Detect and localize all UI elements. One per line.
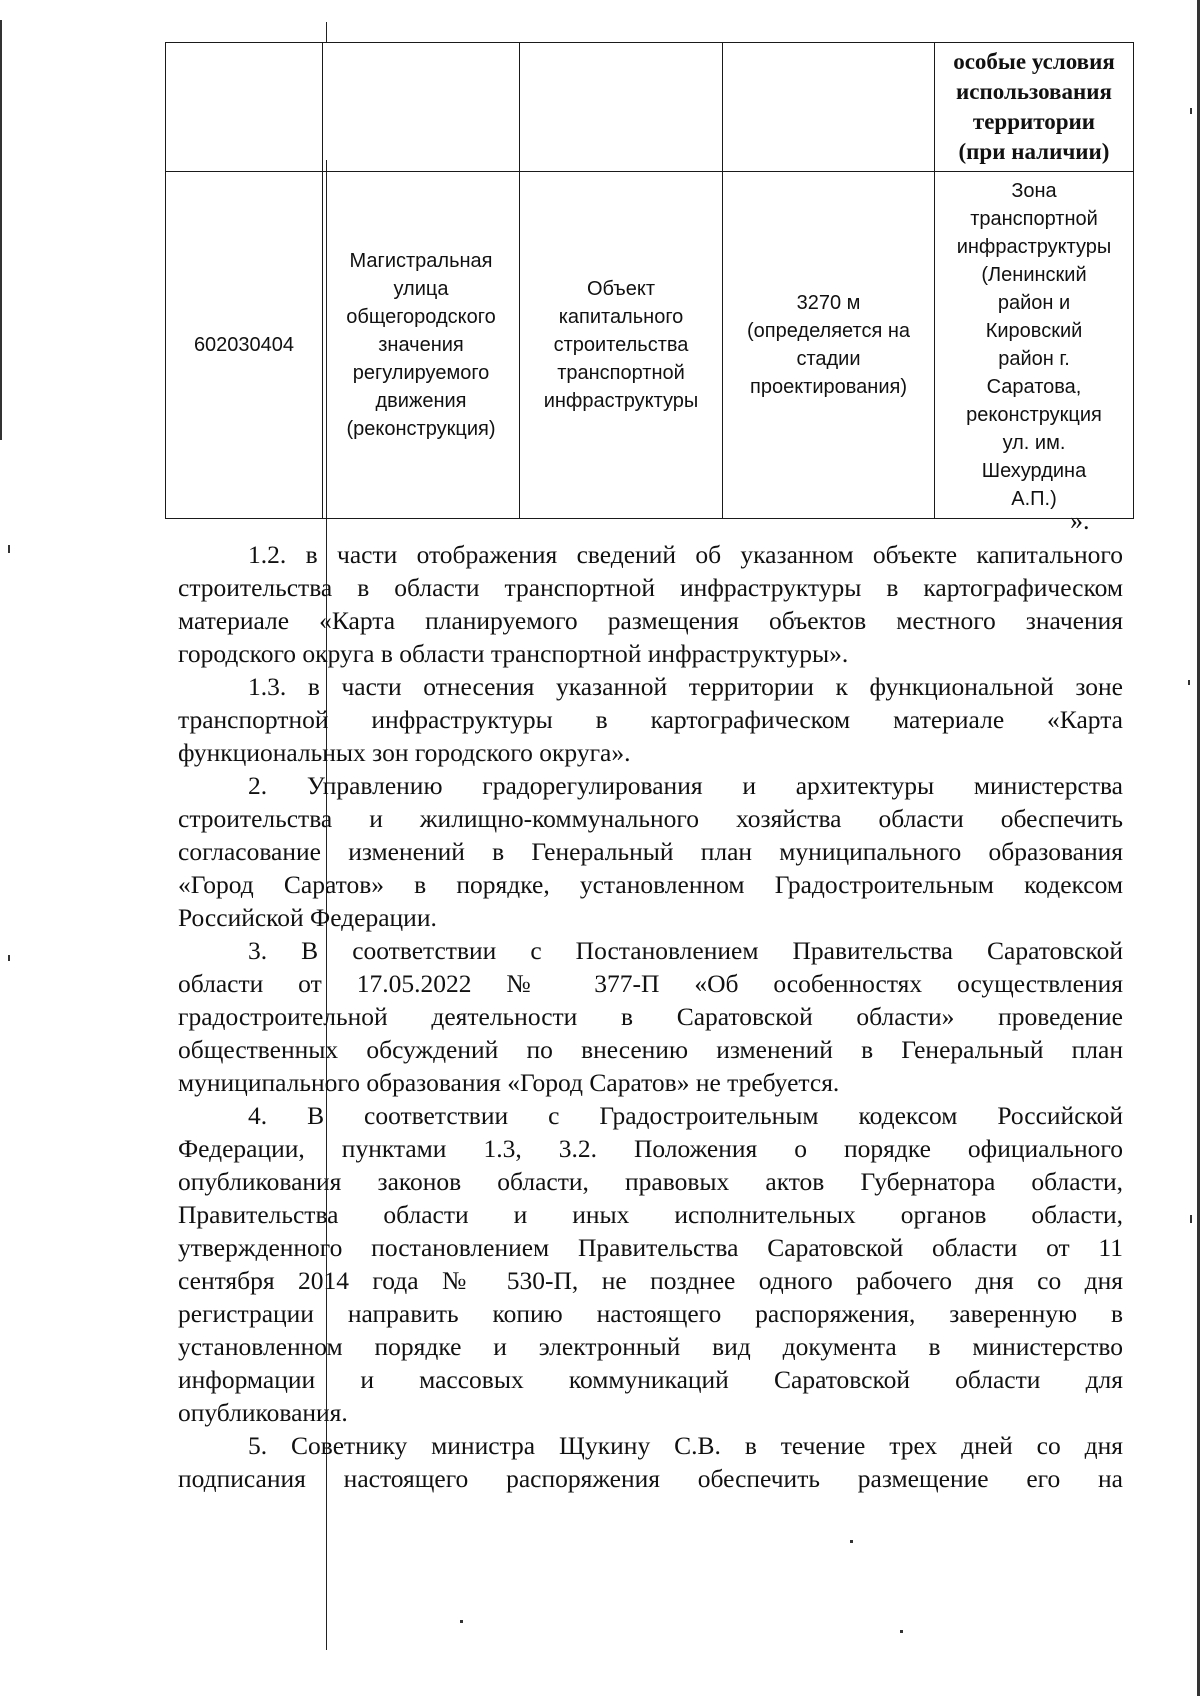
table-header-row: [166, 43, 1134, 172]
paragraph-4: 4. В соответствии с Градостроительным кодексом Российской Федерации, пунктами 1.3, 3.2. Положения о порядке официального опубликования законов области, правовых актов Губернатора области, Правительства области и иных исполнительных органов области, утвержденного постановлением Правительства Саратовской области от 11 сентября 2014 года № 530-П, не позднее одного рабочего дня со дня регистрации направить копию настоящего распоряжения, заверенную в установленном порядке и электронный вид документа в министерство информации и массовых коммуникаций Саратовской области для опубликования.: [178, 1101, 1123, 1427]
paragraph-1-3: 1.3. в части отнесения указанной территории к функциональной зоне транспортной инфраструктуры в картографическом материале «Карта функциональных зон городского округа».: [178, 672, 1123, 767]
scan-speck: [900, 1630, 903, 1633]
paragraph-1-2: 1.2. в части отображения сведений об указанном объекте капитального строительства в области транспортной инфраструктуры в картографическом материале «Карта планируемого размещения объектов местного значения городского округа в области транспортной инфраструктуры».: [178, 540, 1123, 668]
scan-speck: [1188, 680, 1190, 685]
scan-speck: [8, 545, 10, 553]
scan-edge-mark: [0, 20, 2, 440]
objects-table: [165, 42, 1134, 519]
table-header-cell-empty: [166, 43, 323, 172]
paragraph-5: 5. Советнику министра Щукину С.В. в течение трех дней со дня подписания настоящего распоряжения обеспечить размещение его на: [178, 1431, 1123, 1493]
table-header-cell-empty: [723, 43, 935, 172]
document-body: [178, 538, 1123, 1495]
table-cell-name: Магистральная улица общегородского значения регулируемого движения (реконструкция): [323, 172, 520, 519]
table-header-cell-empty: [520, 43, 723, 172]
table-closing-quote: ».: [1070, 506, 1090, 535]
table-cell-code: 602030404: [166, 172, 323, 519]
scan-fold-line-top: [326, 22, 327, 42]
scan-speck: [850, 1540, 853, 1543]
table-cell-length: 3270 м (определяется на стадии проектирования): [723, 172, 935, 519]
scan-speck: [8, 955, 10, 961]
paragraph-3: 3. В соответствии с Постановлением Правительства Саратовской области от 17.05.2022 № 377-П «Об особенностях осуществления градостроительной деятельности в Саратовской области» проведение общественных обсуждений по внесению изменений в Генеральный план муниципального образования «Город Саратов» не требуется.: [178, 936, 1123, 1097]
scan-speck: [1190, 1215, 1192, 1223]
scan-speck: [1190, 108, 1192, 114]
paragraph-2: 2. Управлению градорегулирования и архитектуры министерства строительства и жилищно-коммунального хозяйства области обеспечить согласование изменений в Генеральный план муниципального образования «Город Саратов» в порядке, установленном Градостроительным кодексом Российской Федерации.: [178, 771, 1123, 932]
table-cell-zone: Зона транспортной инфраструктуры (Ленинский район и Кировский район г. Саратова, реконструкция ул. им. Шехурдина А.П.): [935, 172, 1134, 519]
scan-speck: [460, 1620, 463, 1623]
table-header-cell-special-conditions: особые условия использования территории (при наличии): [935, 43, 1134, 172]
table-header-cell-empty: [323, 43, 520, 172]
table-cell-type: Объект капитального строительства транспортной инфраструктуры: [520, 172, 723, 519]
table-row: [166, 172, 1134, 519]
